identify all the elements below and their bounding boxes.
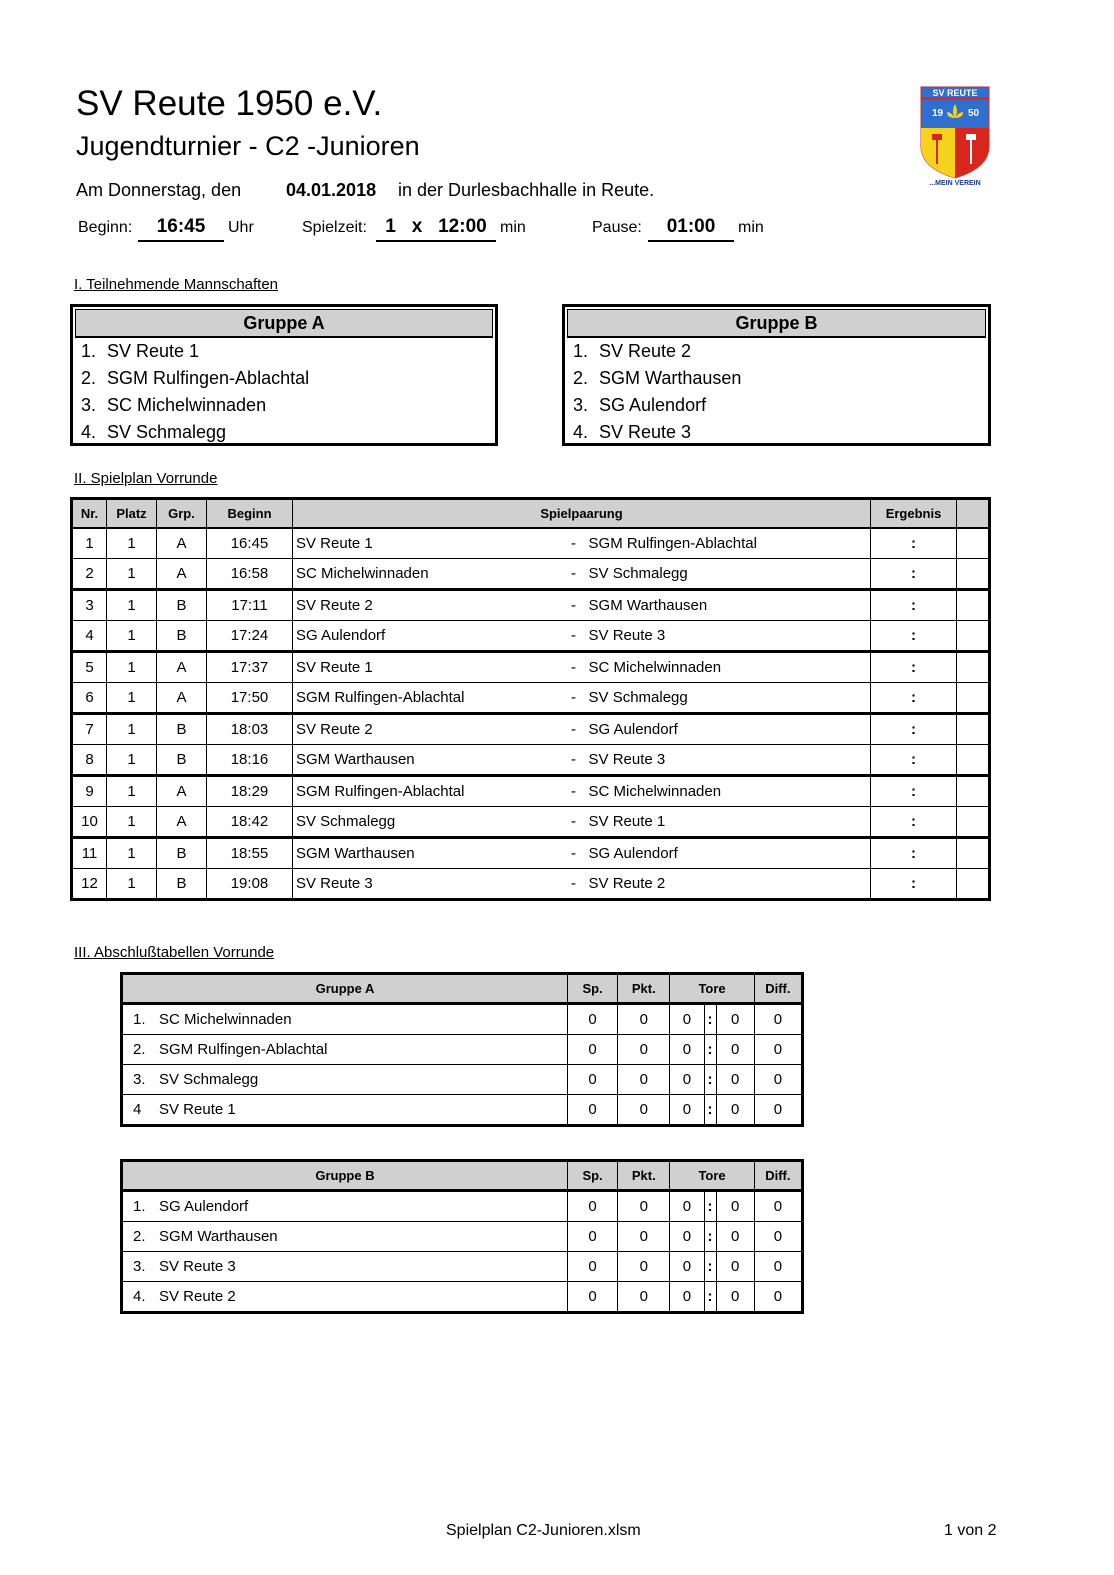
- match-extra: [957, 838, 990, 869]
- standings-goals-colon: :: [704, 1191, 716, 1222]
- standings-diff: 0: [754, 1222, 802, 1252]
- standings-goals-colon: :: [704, 1252, 716, 1282]
- tournament-title: Jugendturnier - C2 -Junioren: [76, 131, 420, 161]
- col-grp: Grp.: [157, 499, 207, 529]
- table-row: [72, 807, 990, 838]
- table-row: [122, 1004, 803, 1035]
- playtime-count: 1: [385, 216, 396, 237]
- pairing-separator: -: [571, 627, 576, 644]
- match-result: :: [871, 714, 957, 745]
- list-item: 4. SV Schmalegg: [81, 422, 227, 442]
- match-nr: 2: [72, 559, 107, 590]
- match-pairing: [293, 559, 871, 590]
- match-extra: [957, 869, 990, 900]
- pairing-separator: -: [571, 845, 576, 862]
- match-platz: 1: [107, 745, 157, 776]
- standings-team: 4. SV Reute 2: [122, 1282, 568, 1313]
- away-team: SV Schmalegg: [588, 565, 688, 582]
- match-nr: 8: [72, 745, 107, 776]
- standings-header-row: [122, 974, 803, 1004]
- match-platz: 1: [107, 528, 157, 559]
- match-group: A: [157, 776, 207, 807]
- home-team: SV Reute 3: [296, 875, 373, 892]
- venue: in der Durlesbachhalle in Reute.: [398, 180, 655, 200]
- pairing-separator: -: [571, 783, 576, 800]
- match-nr: 9: [72, 776, 107, 807]
- pause-unit: min: [738, 219, 764, 236]
- col-extra: [957, 499, 990, 529]
- table-row: [122, 1282, 803, 1313]
- match-group: A: [157, 652, 207, 683]
- away-team: SV Reute 1: [588, 813, 666, 830]
- standings-team: 2. SGM Rulfingen-Ablachtal: [122, 1035, 568, 1065]
- standings-diff: 0: [754, 1065, 802, 1095]
- away-team: SV Schmalegg: [588, 689, 688, 706]
- standings-goals-for: 0: [670, 1004, 704, 1035]
- away-team: SV Reute 3: [588, 751, 666, 768]
- match-platz: 1: [107, 869, 157, 900]
- footer-page-number: 1 von 2: [944, 1522, 997, 1539]
- standings-goals-against: 0: [716, 1191, 754, 1222]
- tournament-date: 04.01.2018: [286, 180, 377, 200]
- home-team: SV Reute 1: [296, 535, 373, 552]
- standings-team: 3. SV Schmalegg: [122, 1065, 568, 1095]
- standings-team: 3. SV Reute 3: [122, 1252, 568, 1282]
- away-team-wrap: [571, 653, 721, 682]
- match-pairing: [293, 838, 871, 869]
- match-group: B: [157, 714, 207, 745]
- match-platz: 1: [107, 683, 157, 714]
- match-time: 16:58: [207, 559, 293, 590]
- standings-sp: 0: [567, 1095, 617, 1126]
- pairing-separator: -: [571, 659, 576, 676]
- match-nr: 3: [72, 590, 107, 621]
- match-group: B: [157, 621, 207, 652]
- list-item: 3. SC Michelwinnaden: [81, 395, 267, 415]
- table-row: [72, 745, 990, 776]
- match-extra: [957, 683, 990, 714]
- list-item: 4. SV Reute 3: [573, 422, 692, 442]
- begin-unit: Uhr: [228, 219, 254, 236]
- match-extra: [957, 621, 990, 652]
- list-item: 3. SG Aulendorf: [573, 395, 707, 415]
- pairing-separator: -: [571, 689, 576, 706]
- away-team-wrap: [571, 683, 688, 712]
- away-team-wrap: [571, 715, 678, 744]
- section-tables-heading: III. Abschlußtabellen Vorrunde: [74, 944, 275, 961]
- standings-goals-colon: :: [704, 1222, 716, 1252]
- standings-sp: 0: [567, 1252, 617, 1282]
- match-result: :: [871, 776, 957, 807]
- home-team: SGM Warthausen: [296, 845, 415, 862]
- match-platz: 1: [107, 807, 157, 838]
- table-row: [122, 1222, 803, 1252]
- col-tore: Tore: [670, 1161, 754, 1191]
- match-time: 17:24: [207, 621, 293, 652]
- match-pairing: [293, 683, 871, 714]
- standings-group-title: Gruppe B: [122, 1161, 568, 1191]
- home-team: SV Reute 1: [296, 659, 373, 676]
- match-platz: 1: [107, 714, 157, 745]
- pairing-separator: -: [571, 875, 576, 892]
- standings-team: 4 SV Reute 1: [122, 1095, 568, 1126]
- group-b-team-list: [565, 338, 988, 446]
- match-pairing: [293, 528, 871, 559]
- standings-goals-for: 0: [670, 1035, 704, 1065]
- standings-diff: 0: [754, 1095, 802, 1126]
- match-group: B: [157, 590, 207, 621]
- standings-diff: 0: [754, 1252, 802, 1282]
- match-time: 19:08: [207, 869, 293, 900]
- logo-top-text: SV REUTE: [932, 88, 978, 98]
- standings-goals-for: 0: [670, 1252, 704, 1282]
- table-row: [122, 1191, 803, 1222]
- table-row: [72, 714, 990, 745]
- table-row: [122, 1095, 803, 1126]
- schedule-table: [70, 497, 991, 901]
- match-result: :: [871, 590, 957, 621]
- match-extra: [957, 714, 990, 745]
- match-group: B: [157, 869, 207, 900]
- away-team: SC Michelwinnaden: [588, 659, 722, 676]
- club-crest-icon: [920, 86, 990, 186]
- away-team-wrap: [571, 559, 688, 588]
- standings-goals-against: 0: [716, 1222, 754, 1252]
- standings-goals-for: 0: [670, 1065, 704, 1095]
- col-platz: Platz: [107, 499, 157, 529]
- standings-pkt: 0: [618, 1222, 670, 1252]
- begin-value: 16:45: [138, 214, 224, 242]
- home-team: SGM Rulfingen-Ablachtal: [296, 689, 465, 706]
- standings-goals-for: 0: [670, 1282, 704, 1313]
- table-row: [72, 559, 990, 590]
- group-b-title: Gruppe B: [567, 309, 986, 338]
- away-team-wrap: [571, 839, 678, 868]
- standings-goals-against: 0: [716, 1035, 754, 1065]
- pairing-separator: -: [571, 751, 576, 768]
- footer-filename: Spielplan C2-Junioren.xlsm: [446, 1522, 641, 1539]
- group-a-team-list: [73, 338, 495, 446]
- standings-pkt: 0: [618, 1065, 670, 1095]
- standings-goals-against: 0: [716, 1252, 754, 1282]
- standings-pkt: 0: [618, 1004, 670, 1035]
- standings-group-title: Gruppe A: [122, 974, 568, 1004]
- away-team-wrap: [571, 777, 721, 806]
- home-team: SG Aulendorf: [296, 627, 386, 644]
- standings-goals-colon: :: [704, 1095, 716, 1126]
- section-teams-heading: I. Teilnehmende Mannschaften: [74, 276, 279, 293]
- match-time: 18:42: [207, 807, 293, 838]
- col-pkt: Pkt.: [618, 1161, 670, 1191]
- match-time: 18:29: [207, 776, 293, 807]
- match-pairing: [293, 590, 871, 621]
- standings-sp: 0: [567, 1222, 617, 1252]
- match-pairing: [293, 807, 871, 838]
- match-pairing: [293, 652, 871, 683]
- standings-team: 2. SGM Warthausen: [122, 1222, 568, 1252]
- standings-goals-against: 0: [716, 1282, 754, 1313]
- group-a-box: [70, 304, 498, 446]
- match-nr: 11: [72, 838, 107, 869]
- match-platz: 1: [107, 652, 157, 683]
- match-extra: [957, 745, 990, 776]
- match-extra: [957, 528, 990, 559]
- standings-goals-for: 0: [670, 1095, 704, 1126]
- col-sp: Sp.: [567, 1161, 617, 1191]
- date-line: [76, 178, 655, 202]
- pause-label: Pause:: [592, 219, 642, 236]
- playtime-value-field: [376, 214, 496, 242]
- standings-table-group-b: [120, 1159, 804, 1314]
- home-team: SV Reute 2: [296, 597, 373, 614]
- match-extra: [957, 776, 990, 807]
- pause-value: 01:00: [648, 214, 734, 242]
- away-team: SG Aulendorf: [588, 721, 678, 738]
- list-item: 1. SV Reute 1: [81, 341, 200, 361]
- table-row: [72, 869, 990, 900]
- standings-team: 1. SG Aulendorf: [122, 1191, 568, 1222]
- match-platz: 1: [107, 838, 157, 869]
- match-result: :: [871, 745, 957, 776]
- table-row: [72, 652, 990, 683]
- section-schedule-heading: II. Spielplan Vorrunde: [74, 470, 218, 487]
- standings-pkt: 0: [618, 1035, 670, 1065]
- col-tore: Tore: [670, 974, 754, 1004]
- col-result: Ergebnis: [871, 499, 957, 529]
- schedule-body: [72, 528, 990, 900]
- standings-goals-against: 0: [716, 1065, 754, 1095]
- match-nr: 4: [72, 621, 107, 652]
- playtime-x: x: [411, 216, 423, 237]
- match-time: 17:11: [207, 590, 293, 621]
- match-group: B: [157, 838, 207, 869]
- col-nr: Nr.: [72, 499, 107, 529]
- schedule-header-row: [72, 499, 990, 529]
- match-result: :: [871, 528, 957, 559]
- col-sp: Sp.: [567, 974, 617, 1004]
- match-nr: 1: [72, 528, 107, 559]
- list-item: 2. SGM Rulfingen-Ablachtal: [81, 368, 310, 388]
- table-row: [72, 590, 990, 621]
- col-diff: Diff.: [754, 974, 802, 1004]
- match-extra: [957, 652, 990, 683]
- home-team: SC Michelwinnaden: [296, 565, 429, 582]
- match-nr: 7: [72, 714, 107, 745]
- pairing-separator: -: [571, 565, 576, 582]
- match-platz: 1: [107, 590, 157, 621]
- standings-goals-colon: :: [704, 1004, 716, 1035]
- away-team: SG Aulendorf: [588, 845, 678, 862]
- standings-goals-against: 0: [716, 1095, 754, 1126]
- away-team-wrap: [571, 869, 665, 898]
- match-result: :: [871, 807, 957, 838]
- standings-diff: 0: [754, 1035, 802, 1065]
- standings-sp: 0: [567, 1035, 617, 1065]
- away-team: SGM Rulfingen-Ablachtal: [588, 535, 757, 552]
- match-extra: [957, 807, 990, 838]
- standings-goals-colon: :: [704, 1065, 716, 1095]
- logo-year-left: 19: [932, 108, 944, 119]
- logo-year-right: 50: [968, 108, 980, 119]
- match-extra: [957, 590, 990, 621]
- playtime-value: 12:00: [438, 216, 487, 237]
- col-diff: Diff.: [754, 1161, 802, 1191]
- table-row: [122, 1035, 803, 1065]
- club-title: SV Reute 1950 e.V.: [76, 84, 383, 123]
- match-time: 18:55: [207, 838, 293, 869]
- standings-team: 1. SC Michelwinnaden: [122, 1004, 568, 1035]
- match-result: :: [871, 838, 957, 869]
- away-team: SC Michelwinnaden: [588, 783, 722, 800]
- away-team-wrap: [571, 591, 707, 620]
- home-team: SGM Warthausen: [296, 751, 415, 768]
- match-result: :: [871, 652, 957, 683]
- home-team: SGM Rulfingen-Ablachtal: [296, 783, 465, 800]
- standings-goals-for: 0: [670, 1191, 704, 1222]
- home-team: SV Schmalegg: [296, 813, 396, 830]
- away-team: SV Reute 2: [588, 875, 666, 892]
- table-row: [122, 1065, 803, 1095]
- table-row: [72, 528, 990, 559]
- match-pairing: [293, 776, 871, 807]
- standings-pkt: 0: [618, 1282, 670, 1313]
- standings-diff: 0: [754, 1191, 802, 1222]
- standings-pkt: 0: [618, 1191, 670, 1222]
- standings-pkt: 0: [618, 1252, 670, 1282]
- standings-diff: 0: [754, 1282, 802, 1313]
- home-team: SV Reute 2: [296, 721, 373, 738]
- match-group: A: [157, 528, 207, 559]
- away-team-wrap: [571, 807, 665, 836]
- match-pairing: [293, 745, 871, 776]
- match-platz: 1: [107, 621, 157, 652]
- standings-sp: 0: [567, 1191, 617, 1222]
- match-result: :: [871, 559, 957, 590]
- standings-sp: 0: [567, 1065, 617, 1095]
- match-nr: 5: [72, 652, 107, 683]
- pairing-separator: -: [571, 535, 576, 552]
- table-row: [72, 838, 990, 869]
- match-group: B: [157, 745, 207, 776]
- match-nr: 10: [72, 807, 107, 838]
- standings-header-row: [122, 1161, 803, 1191]
- col-pairing: Spielpaarung: [293, 499, 871, 529]
- group-a-title: Gruppe A: [75, 309, 493, 338]
- logo-bottom-text: ...MEIN VEREIN: [929, 180, 981, 186]
- pairing-separator: -: [571, 813, 576, 830]
- standings-goals-for: 0: [670, 1222, 704, 1252]
- standings-sp: 0: [567, 1004, 617, 1035]
- match-pairing: [293, 714, 871, 745]
- standings-goals-colon: :: [704, 1035, 716, 1065]
- match-time: 18:03: [207, 714, 293, 745]
- away-team-wrap: [571, 529, 757, 558]
- match-result: :: [871, 869, 957, 900]
- date-prefix: Am Donnerstag, den: [76, 180, 242, 200]
- playtime-label: Spielzeit:: [302, 219, 367, 236]
- match-nr: 6: [72, 683, 107, 714]
- match-result: :: [871, 621, 957, 652]
- match-pairing: [293, 621, 871, 652]
- match-time: 17:50: [207, 683, 293, 714]
- match-group: A: [157, 683, 207, 714]
- match-time: 18:16: [207, 745, 293, 776]
- pairing-separator: -: [571, 721, 576, 738]
- table-row: [72, 683, 990, 714]
- away-team-wrap: [571, 745, 665, 774]
- match-time: 17:37: [207, 652, 293, 683]
- match-group: A: [157, 807, 207, 838]
- away-team: SGM Warthausen: [588, 597, 708, 614]
- list-item: 2. SGM Warthausen: [573, 368, 742, 388]
- match-platz: 1: [107, 559, 157, 590]
- standings-diff: 0: [754, 1004, 802, 1035]
- match-extra: [957, 559, 990, 590]
- table-row: [122, 1252, 803, 1282]
- begin-label: Beginn:: [78, 219, 133, 236]
- standings-pkt: 0: [618, 1095, 670, 1126]
- match-pairing: [293, 869, 871, 900]
- group-b-box: [562, 304, 991, 446]
- col-pkt: Pkt.: [618, 974, 670, 1004]
- match-time: 16:45: [207, 528, 293, 559]
- playtime-unit: min: [500, 219, 526, 236]
- match-group: A: [157, 559, 207, 590]
- away-team-wrap: [571, 621, 665, 650]
- pairing-separator: -: [571, 597, 576, 614]
- match-nr: 12: [72, 869, 107, 900]
- match-platz: 1: [107, 776, 157, 807]
- club-logo: [920, 86, 990, 186]
- standings-table-group-a: [120, 972, 804, 1127]
- table-row: [72, 776, 990, 807]
- standings-goals-against: 0: [716, 1004, 754, 1035]
- standings-sp: 0: [567, 1282, 617, 1313]
- table-row: [72, 621, 990, 652]
- away-team: SV Reute 3: [588, 627, 666, 644]
- list-item: 1. SV Reute 2: [573, 341, 692, 361]
- standings-goals-colon: :: [704, 1282, 716, 1313]
- match-result: :: [871, 683, 957, 714]
- col-beginn: Beginn: [207, 499, 293, 529]
